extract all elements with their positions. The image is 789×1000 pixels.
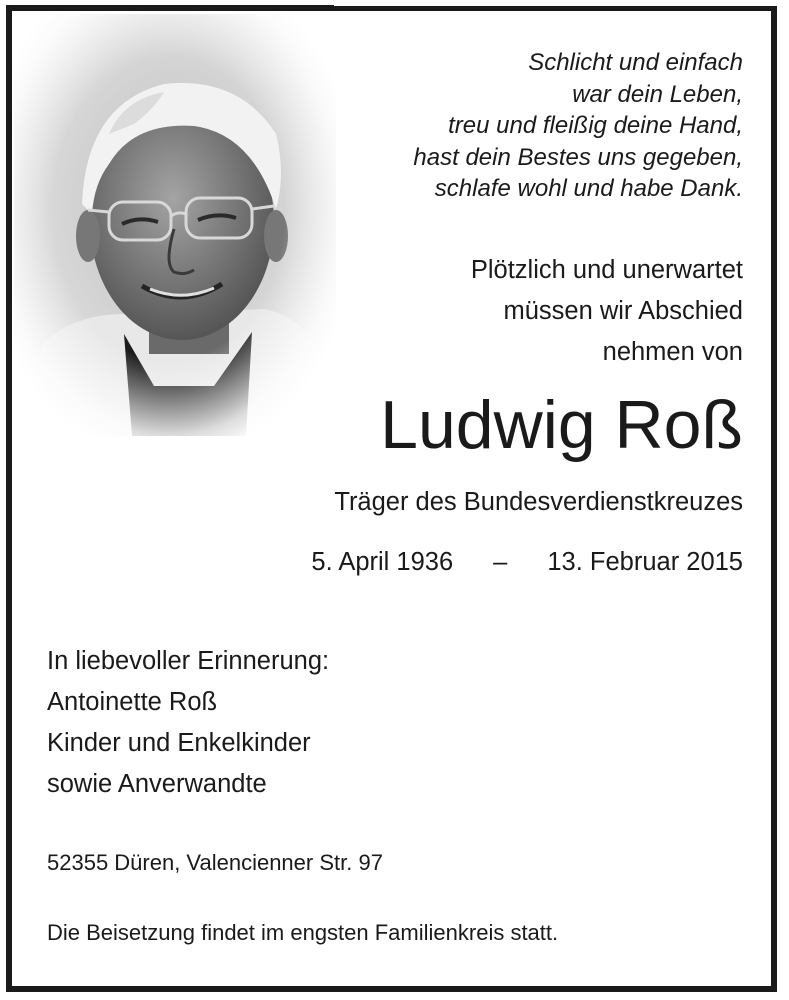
mourners-list	[47, 641, 329, 805]
date-separator: –	[493, 548, 508, 576]
intro-line: nehmen von	[602, 338, 743, 366]
portrait-photo	[14, 14, 336, 436]
intro-line: Plötzlich und unerwartet	[470, 256, 743, 284]
honor-title: Träger des Bundesverdienstkreuzes	[334, 488, 743, 516]
poem-line: hast dein Bestes uns gegeben,	[413, 143, 743, 171]
poem-line: Schlicht und einfach	[528, 49, 743, 76]
birth-date: 5. April 1936	[311, 548, 454, 576]
deceased-name: Ludwig Roß	[380, 387, 743, 463]
mourners-line: Kinder und Enkelkinder	[47, 729, 311, 757]
death-date: 13. Februar 2015	[547, 548, 743, 576]
family-address: 52355 Düren, Valencienner Str. 97	[47, 850, 383, 875]
funeral-note: Die Beisetzung findet im engsten Familienkreis statt.	[47, 920, 559, 945]
poem-line: war dein Leben,	[572, 80, 743, 108]
poem-line: treu und fleißig deine Hand,	[448, 112, 743, 139]
life-dates	[311, 546, 743, 578]
mourners-line: Antoinette Roß	[47, 688, 218, 716]
intro-line: müssen wir Abschied	[503, 297, 743, 325]
poem-line: schlafe wohl und habe Dank.	[434, 175, 743, 202]
announcement-intro	[471, 250, 743, 373]
mourners-line: In liebevoller Erinnerung:	[47, 647, 330, 675]
poem-verse	[413, 47, 743, 205]
mourners-line: sowie Anverwandte	[47, 770, 267, 798]
